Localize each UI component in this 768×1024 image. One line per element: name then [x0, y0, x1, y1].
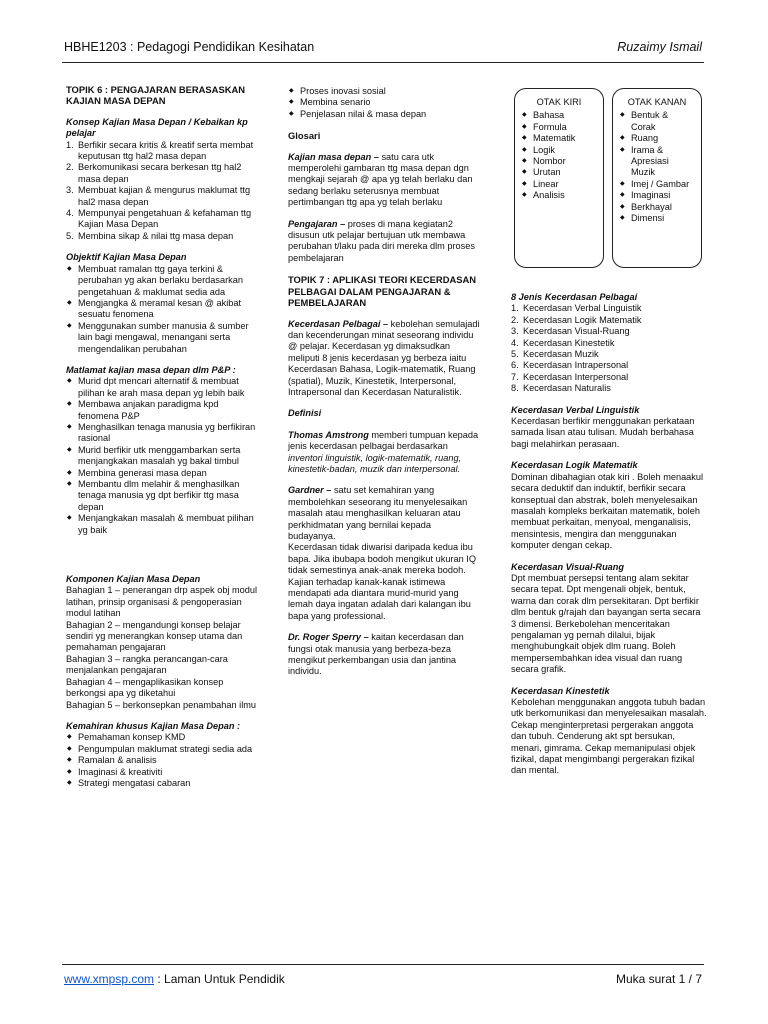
list-number: 2.: [511, 314, 519, 325]
jenis-item: [511, 326, 707, 337]
objektif-item: [66, 298, 260, 321]
page-header: [64, 40, 702, 54]
footer-rule: [62, 964, 704, 965]
list-item-text: Ramalan & analisis: [78, 755, 157, 766]
list-item-text: Ruang: [631, 133, 659, 144]
kemahiran-item: [66, 778, 260, 789]
list-number: 5.: [66, 230, 74, 241]
topic-6-title: TOPIK 6 : PENGAJARAN BERASASKAN KAJIAN MASA DEPAN: [66, 84, 246, 107]
topic-7-title: TOPIK 7 : APLIKASI TEORI KECERDASAN PELBAGAI DALAM PENGAJARAN & PEMBELAJARAN: [288, 274, 477, 309]
matlamat-item: [66, 468, 260, 479]
komponen-line: Bahagian 3 – rangka perancangan-cara menjalankan pengajaran: [66, 653, 228, 676]
list-item-text: Membina sikap & nilai ttg masa depan: [78, 230, 234, 241]
list-item-text: Berfikir secara kritis & kreatif serta membat keputusan ttg hal2 masa depan: [78, 139, 254, 162]
c2-top-item: [288, 97, 480, 108]
komponen-line: Bahagian 2 – mengandungi konsep belajar sendiri yg menerangkan konsep utama dan pemahaman pengajaran: [66, 619, 243, 653]
kemahiran-item: [66, 744, 260, 755]
otak-kanan-item: [619, 213, 695, 224]
otak-kanan-item: [619, 145, 695, 179]
verbal-heading: Kecerdasan Verbal Linguistik: [511, 404, 640, 415]
komponen-line: Bahagian 5 – berkonsepkan penambahan ilmu: [66, 699, 257, 710]
matlamat-heading: Matlamat kajian masa depan dlm P&P :: [66, 364, 236, 375]
list-item-text: Membuat ramalan ttg gaya terkini & perubahan yg akan berlaku berdasarkan pengetahuan & maklumat sedia ada: [78, 263, 243, 297]
jenis-item: [511, 383, 707, 394]
komponen-lines: [66, 585, 260, 710]
otak-kiri-item: [521, 156, 597, 167]
list-item-text: Analisis: [533, 190, 565, 201]
list-item-text: Murid dpt mencari alternatif & membuat pilihan ke arah masa depan yg lebih baik: [78, 376, 245, 398]
list-item-text: Linear: [533, 178, 559, 189]
konsep-item: [66, 231, 260, 242]
list-item-text: Kecerdasan Kinestetik: [523, 337, 615, 348]
objektif-item: [66, 264, 260, 298]
otak-kanan-item: [619, 202, 695, 213]
matlamat-item: [66, 399, 260, 422]
list-item-text: Kecerdasan Muzik: [523, 349, 599, 360]
komponen-line: Bahagian 1 – penerangan drp aspek obj modul latihan, prinsip organisasi & pengoperasian modul latihan: [66, 585, 258, 619]
list-number: 3.: [511, 326, 519, 337]
gardner-definition: [288, 485, 480, 542]
komponen-line: Bahagian 4 – mengaplikasikan konsep berkongsi apa yg diketahui: [66, 676, 224, 699]
c2-top-list: [288, 86, 480, 120]
list-number: 5.: [511, 349, 519, 360]
pengajaran-def: proses di mana kegiatan2 disusun utk pelajar bertujuan utk membawa perubahan t/laku pada diri mereka dlm proses pembelajaran: [288, 218, 475, 263]
list-number: 4.: [511, 337, 519, 348]
logik-text: Dominan dibahagian otak kiri . Boleh menaakul secara deduktif dan induktif, berfikir secara konseptual dan abstrak, boleh menyelesaikan masalah kompleks berkaitan matematik, boleh membuat perkaitan, menyoal, menganalisis, mensintesis, mengira dan menggunakan komputer dengan cekap.: [511, 471, 704, 551]
site-link-suffix: : Laman Untuk Pendidik: [154, 972, 285, 986]
kinestetik-text: Kebolehan menggunakan anggota tubuh badan utk berkomunikasi dan menyelesaikan masalah. Cekap menginterpretasi pergerakan anggota dan tubuh. Cenderung akt spt bersukan, menari, gimrama. Cekap memanipulasi objek fizikal, dapat mengimbangi pergerakan fizikal dan mental.: [511, 697, 707, 776]
otak-kiri-item: [521, 110, 597, 121]
sperry-definition: [288, 632, 480, 678]
list-number: 6.: [511, 360, 519, 371]
otak-kanan-item: [619, 110, 695, 133]
list-number: 8.: [511, 383, 519, 394]
gardner-def: satu set kemahiran yang membolehkan seseorang itu menyelesaikan masalah atau menghasilkan keluaran atau perkhidmatan yang bernilai kepada budayanya.: [288, 485, 468, 541]
list-item-text: Irama & Apresiasi Muzik: [631, 144, 669, 178]
header-course-title: HBHE1203 : Pedagogi Pendidikan Kesihatan: [64, 40, 315, 54]
jenis-item: [511, 372, 707, 383]
konsep-list: [66, 140, 260, 243]
matlamat-item: [66, 513, 260, 536]
list-number: 1.: [511, 303, 519, 314]
objektif-heading: Objektif Kajian Masa Depan: [66, 252, 187, 263]
list-number: 2.: [66, 162, 74, 173]
column-3: [511, 292, 707, 777]
visual-heading: Kecerdasan Visual-Ruang: [511, 561, 625, 572]
otak-kanan-title: OTAK KANAN: [627, 97, 687, 107]
column-1: [66, 80, 260, 789]
matlamat-item: [66, 445, 260, 468]
page-footer: [64, 972, 702, 986]
jenis-item: [511, 315, 707, 326]
list-item-text: Matematik: [533, 133, 576, 144]
jenis-list: [511, 303, 707, 394]
otak-kiri-item: [521, 122, 597, 133]
pengajaran-definition: [288, 219, 480, 265]
list-item-text: Kecerdasan Visual-Ruang: [523, 326, 630, 337]
list-item-text: Membina senario: [300, 97, 371, 108]
jenis-item: [511, 349, 707, 360]
thomas-term: Thomas Amstrong: [288, 429, 369, 440]
list-item-text: Proses inovasi sosial: [300, 86, 386, 96]
list-item-text: Bahasa: [533, 110, 565, 121]
c2-top-item: [288, 86, 480, 97]
list-item-text: Murid berfikir utk menggambarkan serta menjangkakan masalah yg bakal timbul: [78, 444, 241, 467]
otak-kiri-item: [521, 179, 597, 190]
matlamat-item: [66, 376, 260, 399]
kp-def: kebolehan semulajadi dan kecenderungan minat seseorang individu @ pelajar. Kecerdasan yg dimaksudkan meliputi 8 jenis kecerdasan yg berbeza iaitu Kecerdasan Bahasa, Logik-matematik, Ruang (spatial), Muzik, Kinestetik, Interpersonal, Intrapersonal dan Kecerdasan Naturalistik.: [288, 318, 480, 397]
otak-kanan-list: [619, 110, 695, 224]
otak-kiri-title: OTAK KIRI: [536, 97, 582, 107]
list-item-text: Imej / Gambar: [631, 178, 690, 189]
verbal-text: Kecerdasan berfikir menggunakan perkataan samada lisan atau tulisan. Mudah berbahasa bagi melahirkan perasaan.: [511, 416, 695, 449]
header-rule: [62, 62, 704, 63]
list-item-text: Kecerdasan Intrapersonal: [523, 360, 629, 371]
kajian-term: Kajian masa depan –: [288, 151, 379, 162]
kinestetik-heading: Kecerdasan Kinestetik: [511, 685, 610, 696]
list-item-text: Menjangkakan masalah & membuat pilihan yg baik: [78, 513, 254, 535]
kemahiran-item: [66, 732, 260, 743]
kemahiran-heading: Kemahiran khusus Kajian Masa Depan :: [66, 720, 241, 731]
jenis-item: [511, 338, 707, 349]
logik-heading: Kecerdasan Logik Matematik: [511, 460, 638, 471]
thomas-definition: [288, 430, 480, 476]
list-item-text: Penjelasan nilai & masa depan: [300, 108, 427, 119]
glosari-heading: Glosari: [288, 130, 321, 142]
c2-top-item: [288, 109, 480, 120]
kemahiran-item: [66, 767, 260, 778]
gardner-paragraph-3: Kajian terhadap kanak-kanak istimewa mendapati ada diantara murid-murid yang lemah daya ingatan adalah dari kalangan ibu bapa yang professional.: [288, 576, 471, 621]
list-item-text: Dimensi: [631, 213, 665, 224]
list-item-text: Mempunyai pengetahuan & kefahaman ttg Kajian Masa Depan: [78, 208, 252, 230]
kemahiran-list: [66, 732, 260, 789]
gardner-paragraph-2: Kecerdasan tidak diwarisi daripada kedua ibu bapa. Jika ibubapa bodoh mengikut ukuran IQ tidak semestinya anak-anak mereka bodoh.: [288, 542, 476, 576]
jenis-item: [511, 360, 707, 371]
matlamat-list: [66, 376, 260, 536]
otak-kiri-box: [514, 88, 604, 268]
kajian-def: satu cara utk memperolehi gambaran ttg masa depan dgn mengkaji sejarah @ apa yg telah berlaku dan sedang berlaku seterusnya membuat pertimbangan ttg apa yg telah berlaku: [288, 151, 473, 208]
list-item-text: Kecerdasan Logik Matematik: [523, 314, 642, 325]
otak-kanan-item: [619, 133, 695, 144]
list-item-text: Membantu dlm melahir & menghasilkan tenaga manusia yg dpt berfikir ttg masa depan: [78, 479, 240, 512]
list-number: 4.: [66, 208, 74, 219]
list-item-text: Imaginasi: [631, 190, 671, 201]
otak-kiri-item: [521, 167, 597, 178]
list-item-text: Mengjangka & meramal kesan @ akibat sesuatu fenomena: [78, 297, 242, 320]
konsep-heading: Konsep Kajian Masa Depan / Kebaikan kp pelajar: [66, 116, 248, 139]
kp-definition: [288, 319, 480, 399]
thomas-def: memberi tumpuan kepada jenis kecerdasan pelbagai berdasarkan: [288, 429, 479, 452]
site-link[interactable]: www.xmpsp.com: [64, 972, 155, 986]
otak-kiri-item: [521, 190, 597, 201]
list-item-text: Nombor: [533, 156, 566, 167]
otak-kiri-list: [521, 110, 597, 201]
objektif-item: [66, 321, 260, 355]
list-item-text: Membawa anjakan paradigma kpd fenomena P&P: [78, 399, 219, 421]
list-item-text: Berkomunikasi secara berkesan ttg hal2 masa depan: [78, 162, 242, 184]
list-item-text: Berkhayal: [631, 201, 672, 212]
otak-kiri-item: [521, 133, 597, 144]
matlamat-item: [66, 422, 260, 445]
page-number: Muka surat 1 / 7: [615, 972, 702, 986]
list-item-text: Pemahaman konsep KMD: [78, 732, 186, 743]
konsep-item: [66, 185, 260, 208]
kajian-definition: [288, 152, 480, 209]
list-number: 7.: [511, 371, 519, 382]
otak-kanan-item: [619, 190, 695, 201]
brain-hemispheres: [514, 88, 702, 270]
list-item-text: Urutan: [533, 167, 561, 178]
list-item-text: Kecerdasan Naturalis: [523, 383, 611, 394]
list-item-text: Kecerdasan Verbal Linguistik: [523, 303, 642, 314]
otak-kanan-item: [619, 179, 695, 190]
jenis-heading: 8 Jenis Kecerdasan Pelbagai: [511, 292, 638, 302]
list-item-text: Imaginasi & kreativiti: [78, 766, 163, 777]
jenis-item: [511, 303, 707, 314]
footer-left: [64, 972, 285, 986]
list-item-text: Membina generasi masa depan: [78, 467, 207, 478]
list-item-text: Logik: [533, 144, 555, 155]
konsep-item: [66, 162, 260, 185]
kp-term: Kecerdasan Pelbagai –: [288, 318, 389, 329]
matlamat-item: [66, 479, 260, 513]
list-item-text: Menggunakan sumber manusia & sumber lain bagi mengawal, menangani serta mengendalikan perubahan: [78, 320, 249, 354]
konsep-item: [66, 208, 260, 231]
komponen-heading: Komponen Kajian Masa Depan: [66, 574, 201, 585]
otak-kanan-box: [612, 88, 702, 268]
list-number: 3.: [66, 185, 74, 196]
list-number: 1.: [66, 139, 74, 150]
sperry-term: Dr. Roger Sperry –: [288, 632, 369, 643]
definisi-heading: Definisi: [288, 408, 322, 419]
thomas-italic: inventori linguistik, logik-matematik, ruang, kinestetik-badan, muzik dan interpersonal.: [288, 452, 462, 474]
list-item-text: Bentuk & Corak: [631, 110, 669, 132]
list-item-text: Strategi mengatasi cabaran: [78, 777, 191, 788]
konsep-item: [66, 140, 260, 163]
gardner-term: Gardner –: [288, 485, 332, 496]
list-item-text: Pengumpulan maklumat strategi sedia ada: [78, 743, 253, 754]
header-author: Ruzaimy Ismail: [617, 40, 702, 54]
column-2: [288, 86, 480, 678]
list-item-text: Membuat kajian & mengurus maklumat ttg hal2 masa depan: [78, 185, 251, 207]
otak-kiri-item: [521, 145, 597, 156]
list-item-text: Menghasilkan tenaga manusia yg berfikiran rasional: [78, 421, 256, 444]
sperry-def: kaitan kecerdasan dan fungsi otak manusia yang berbeza-beza mengikut perkembangan usia dan jantina individu.: [288, 632, 464, 677]
list-item-text: Kecerdasan Interpersonal: [523, 371, 629, 382]
kemahiran-item: [66, 755, 260, 766]
visual-text: Dpt membuat persepsi tentang alam sekitar secara tepat. Dpt mengenali objek, bentuk, warna dan corak dlm persekitaran. Dpt berfikir dlm bentuk g/rajah dan bayangan serta secara 3 dimensi. Berkebolehan menceritakan pengalaman yg pernah dilalui, bijak menghubungkait objek dlm ruang. Boleh mempersembahkan idea visual dan ruang secara grafik.: [511, 572, 701, 675]
list-item-text: Formula: [533, 121, 567, 132]
pengajaran-term: Pengajaran –: [288, 218, 346, 229]
objektif-list: [66, 264, 260, 355]
